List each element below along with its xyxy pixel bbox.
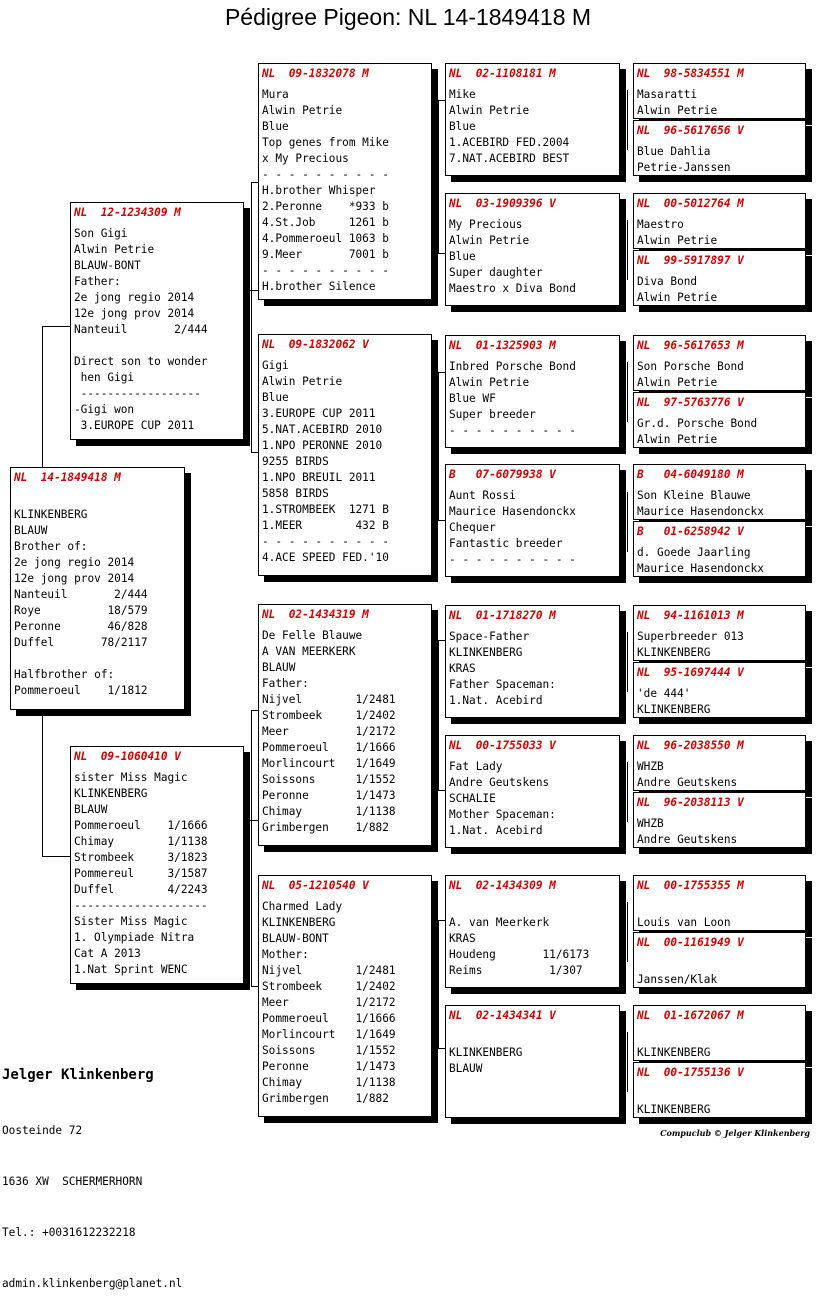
connector-line [42, 326, 43, 468]
pigeon-card-ggp-1 [633, 63, 806, 119]
pigeon-info-line: Alwin Petrie [637, 291, 718, 304]
pigeon-info-line: Mother: [262, 948, 309, 961]
pigeon-info-line: Direct son to wonder [74, 355, 208, 368]
pigeon-info-line: Maestro [637, 218, 684, 231]
ring-number: NL 03-1909396 V [449, 197, 556, 210]
pigeon-info-line: 5858 BIRDS [262, 487, 329, 500]
pigeon-info-line: Super breeder [449, 408, 536, 421]
pigeon-card-ff-father [445, 63, 620, 176]
pigeon-info-line: Grimbergen 1/882 [262, 1092, 389, 1105]
pigeon-info-line: Andre Geutskens [637, 776, 738, 789]
pigeon-info-line [637, 956, 802, 972]
pigeon-info-line: 12e jong prov 2014 [14, 572, 135, 585]
pigeon-info-line: Superbreeder 013 [637, 630, 744, 643]
connector-line [438, 253, 445, 254]
pigeon-info-line: KLINKENBERG [637, 703, 711, 716]
pigeon-card-main [10, 467, 185, 710]
ring-number: NL 00-1755033 V [449, 739, 556, 752]
pigeon-card-father-father [258, 63, 432, 300]
pigeon-info-line: 3.EUROPE CUP 2011 [262, 407, 376, 420]
connector-line [438, 372, 445, 373]
pigeon-info-line: Nanteuil 2/444 [14, 588, 148, 601]
owner-address: Oosteinde 72 [2, 1124, 83, 1137]
pigeon-info-line: Nanteuil 2/444 [74, 323, 208, 336]
ring-number: NL 94-1161013 M [637, 609, 744, 622]
connector-line [438, 640, 439, 790]
ring-number: NL 95-1697444 V [637, 666, 744, 679]
connector-line [627, 362, 628, 422]
connector-line [438, 100, 439, 253]
pigeon-info-line: Morlincourt 1/1649 [262, 1028, 396, 1041]
pigeon-info-line: Pommereul 3/1587 [74, 867, 208, 880]
connector-line [438, 920, 445, 921]
pigeon-info-line: Morlincourt 1/1649 [262, 757, 396, 770]
pigeon-card-mother [70, 746, 244, 984]
ring-number: B 07-6079938 V [449, 468, 556, 481]
pigeon-info-line: - - - - - - - - - - [262, 168, 389, 181]
pigeon-info-line: Reims 1/307 [449, 964, 583, 977]
pigeon-info-line: 5.NAT.ACEBIRD 2010 [262, 423, 383, 436]
pigeon-info-line: x My Precious [262, 152, 349, 165]
ring-number: NL 09-1832078 M [262, 67, 369, 80]
pigeon-info-line: 1. Olympiade Nitra [74, 931, 195, 944]
pigeon-info-line: Alwin Petrie [262, 375, 343, 388]
pigeon-info-line: Alwin Petrie [449, 234, 530, 247]
pigeon-info-line: Blue Dahlia [637, 145, 711, 158]
owner-name: Jelger Klinkenberg [2, 1067, 154, 1083]
pigeon-info-line: Gr.d. Porsche Bond [637, 417, 758, 430]
pigeon-card-mother-father [258, 604, 432, 846]
connector-line [627, 492, 628, 552]
ring-number: NL 97-5763776 V [637, 396, 744, 409]
pigeon-info-line: KLINKENBERG [14, 508, 88, 521]
connector-line [627, 762, 628, 822]
pigeon-info-line: KLINKENBERG [637, 646, 711, 659]
connector-line [627, 632, 628, 692]
ring-number: NL 99-5917897 V [637, 254, 744, 267]
pigeon-info-line: Father Spaceman: [449, 678, 556, 691]
pigeon-info-line: 7.NAT.ACEBIRD BEST [449, 152, 570, 165]
connector-line [627, 90, 628, 150]
pigeon-info-line: Son Gigi [74, 227, 128, 240]
ring-number: NL 02-1108181 M [449, 67, 556, 80]
pigeon-info-line: -------------------- [74, 899, 208, 912]
pigeon-info-line: Chimay 1/1138 [262, 1076, 396, 1089]
pigeon-info-line: 9.Meer 7001 b [262, 248, 389, 261]
ring-number: NL 96-5617653 M [637, 339, 744, 352]
pigeon-info-line: 4.Pommeroeul 1063 b [262, 232, 389, 245]
connector-line [438, 372, 439, 520]
pigeon-info-line: Blue WF [449, 392, 496, 405]
pigeon-info-line: Petrie-Janssen [637, 161, 731, 174]
pigeon-card-fm-mother [445, 464, 620, 577]
pigeon-card-mf-mother [445, 735, 620, 848]
pigeon-info-line: Top genes from Mike [262, 136, 389, 149]
pigeon-info-line [637, 1029, 802, 1045]
connector-line [42, 710, 43, 856]
pigeon-info-line: KLINKENBERG [74, 787, 148, 800]
pigeon-info-line: sister Miss Magic [74, 771, 188, 784]
pigeon-card-ggp-6 [633, 392, 806, 448]
pigeon-info-line: Duffel 78/2117 [14, 636, 148, 649]
ring-number: NL 02-1434341 V [449, 1009, 556, 1022]
pigeon-info-line: Grimbergen 1/882 [262, 821, 389, 834]
pigeon-info-line: Halfbrother of: [14, 668, 115, 681]
pigeon-info-line: Chimay 1/1138 [262, 805, 396, 818]
pigeon-info-line [14, 491, 181, 507]
ring-number: NL 02-1434319 M [262, 608, 369, 621]
pigeon-info-line: Son Kleine Blauwe [637, 489, 751, 502]
pigeon-info-line: Fat Lady [449, 760, 503, 773]
pigeon-card-mother-mother [258, 875, 432, 1117]
connector-line [627, 220, 628, 280]
pigeon-info-line: ------------------ [74, 387, 201, 400]
pigeon-info-line: KLINKENBERG [637, 1046, 711, 1059]
connector-line [438, 100, 445, 101]
pigeon-info-line: KRAS [449, 932, 476, 945]
pigeon-info-line: Cat A 2013 [74, 947, 141, 960]
pigeon-info-line: Pommeroeul 1/1666 [74, 819, 208, 832]
pigeon-info-line: Chequer [449, 521, 496, 534]
pigeon-info-line: Super daughter [449, 266, 543, 279]
pigeon-card-ggp-12 [633, 792, 806, 848]
pigeon-info-line: 2e jong regio 2014 [74, 291, 195, 304]
pigeon-card-ggp-7 [633, 464, 806, 520]
pigeon-info-line: BLAUW [14, 524, 48, 537]
pigeon-info-line: Alwin Petrie [637, 376, 718, 389]
pigeon-info-line: hen Gigi [74, 371, 135, 384]
pigeon-card-ff-mother [445, 193, 620, 306]
pigeon-info-line: Strombeek 1/2402 [262, 709, 396, 722]
pigeon-info-line: Pommeroeul 1/1666 [262, 1012, 396, 1025]
pigeon-info-line: 3.EUROPE CUP 2011 [74, 419, 195, 432]
owner-block [2, 1033, 182, 1309]
pigeon-info-line: 1.NPO PERONNE 2010 [262, 439, 383, 452]
connector-line [251, 452, 258, 453]
pigeon-info-line: 1.NPO BREUIL 2011 [262, 471, 376, 484]
pigeon-card-father-mother [258, 334, 432, 576]
pigeon-card-ggp-3 [633, 193, 806, 249]
pigeon-card-ggp-15 [633, 1005, 806, 1061]
ring-number: NL 98-5834551 M [637, 67, 744, 80]
pigeon-info-line: Soissons 1/1552 [262, 773, 396, 786]
pigeon-info-line: Meer 1/2172 [262, 996, 396, 1009]
pigeon-info-line: 4.ACE SPEED FED.'10 [262, 551, 389, 564]
pigeon-info-line: 1.STROMBEEK 1271 B [262, 503, 389, 516]
pigeon-info-line: KRAS [449, 662, 476, 675]
ring-number: NL 14-1849418 M [14, 471, 121, 484]
pigeon-info-line: Strombeek 3/1823 [74, 851, 208, 864]
pigeon-info-line: Alwin Petrie [449, 376, 530, 389]
pigeon-info-line: Fantastic breeder [449, 537, 563, 550]
pigeon-info-line: Space-Father [449, 630, 530, 643]
pigeon-info-line: 1.Nat. Acebird [449, 694, 543, 707]
ring-number: NL 01-1718270 M [449, 609, 556, 622]
ring-number: NL 12-1234309 M [74, 206, 181, 219]
pigeon-info-line: De Felle Blauwe [262, 629, 363, 642]
pigeon-info-line [449, 1029, 616, 1045]
pigeon-info-line: Maurice Hasendonckx [637, 562, 764, 575]
pigeon-info-line: 4.St.Job 1261 b [262, 216, 389, 229]
pigeon-info-line: 12e jong prov 2014 [74, 307, 195, 320]
owner-city: 1636 XW SCHERMERHORN [2, 1175, 143, 1188]
pigeon-info-line: Alwin Petrie [637, 104, 718, 117]
connector-line [251, 182, 258, 183]
pigeon-card-father [70, 202, 244, 440]
connector-line [627, 1032, 628, 1092]
pigeon-info-line: Inbred Porsche Bond [449, 360, 576, 373]
ring-number: NL 00-1755355 M [637, 879, 744, 892]
connector-line [42, 856, 72, 857]
pigeon-info-line: BLAUW [74, 803, 108, 816]
pigeon-info-line [637, 1086, 802, 1102]
pigeon-card-mm-mother [445, 1005, 620, 1118]
pigeon-info-line: Blue [262, 391, 289, 404]
pigeon-info-line: Peronne 1/1473 [262, 789, 396, 802]
pigeon-info-line: 1.Nat. Acebird [449, 824, 543, 837]
ring-number: NL 05-1210540 V [262, 879, 369, 892]
pigeon-info-line: A. van Meerkerk [449, 916, 550, 929]
pigeon-info-line: Masaratti [637, 88, 698, 101]
owner-phone: Tel.: +0031612232218 [2, 1226, 136, 1239]
pigeon-info-line: Blue [449, 120, 476, 133]
connector-line [627, 902, 628, 962]
connector-line [438, 790, 445, 791]
pigeon-info-line: Sister Miss Magic [74, 915, 188, 928]
connector-line [251, 710, 258, 711]
pigeon-info-line: Alwin Petrie [449, 104, 530, 117]
pigeon-info-line: Brother of: [14, 540, 88, 553]
pigeon-info-line: 1.Nat Sprint WENC [74, 963, 188, 976]
connector-line [438, 1048, 445, 1049]
pigeon-info-line: Diva Bond [637, 275, 698, 288]
pigeon-card-mf-father [445, 605, 620, 718]
pigeon-info-line: Strombeek 1/2402 [262, 980, 396, 993]
pigeon-info-line: - - - - - - - - - - [449, 553, 576, 566]
pigeon-info-line: - - - - - - - - - - [262, 264, 389, 277]
pigeon-info-line: Father: [262, 677, 309, 690]
pigeon-card-ggp-4 [633, 250, 806, 306]
pigeon-info-line: KLINKENBERG [637, 1103, 711, 1116]
pigeon-info-line: H.brother Whisper [262, 184, 376, 197]
pigeon-info-line: Son Porsche Bond [637, 360, 744, 373]
pigeon-card-ggp-9 [633, 605, 806, 661]
pigeon-info-line: 9255 BIRDS [262, 455, 329, 468]
pigeon-info-line [637, 899, 802, 915]
pigeon-card-ggp-2 [633, 120, 806, 176]
connector-line [251, 182, 252, 452]
pigeon-card-ggp-11 [633, 735, 806, 791]
connector-line [251, 710, 252, 986]
connector-line [438, 920, 439, 1048]
pigeon-info-line: Maurice Hasendonckx [449, 505, 576, 518]
pigeon-info-line: Maurice Hasendonckx [637, 505, 764, 518]
connector-line [42, 326, 72, 327]
pigeon-info-line: BLAUW-BONT [74, 259, 141, 272]
pigeon-info-line: - - - - - - - - - - [449, 424, 576, 437]
pigeon-info-line [14, 651, 181, 667]
pigeon-info-line: Mother Spaceman: [449, 808, 556, 821]
pigeon-info-line [449, 899, 616, 915]
pigeon-info-line: WHZB [637, 817, 664, 830]
pigeon-info-line: BLAUW [449, 1062, 483, 1075]
pigeon-info-line: - - - - - - - - - - [262, 535, 389, 548]
pigeon-info-line: 'de 444' [637, 687, 691, 700]
pigeon-info-line: Duffel 4/2243 [74, 883, 208, 896]
pigeon-info-line: Blue [262, 120, 289, 133]
pigeon-info-line: Mike [449, 88, 476, 101]
pigeon-info-line: KLINKENBERG [262, 916, 336, 929]
pigeon-info-line: H.brother Silence [262, 280, 376, 293]
pigeon-info-line: 1.MEER 432 B [262, 519, 389, 532]
ring-number: NL 02-1434309 M [449, 879, 556, 892]
pigeon-card-ggp-16 [633, 1062, 806, 1118]
pigeon-card-ggp-13 [633, 875, 806, 931]
pigeon-info-line: BLAUW-BONT [262, 932, 329, 945]
pigeon-info-line: Roye 18/579 [14, 604, 148, 617]
pigeon-info-line: Houdeng 11/6173 [449, 948, 590, 961]
pigeon-info-line: Father: [74, 275, 121, 288]
connector-line [251, 986, 258, 987]
pigeon-info-line: Chimay 1/1138 [74, 835, 208, 848]
pigeon-info-line: 2e jong regio 2014 [14, 556, 135, 569]
pigeon-info-line: Mura [262, 88, 289, 101]
pigeon-info-line: WHZB [637, 760, 664, 773]
pigeon-info-line: Andre Geutskens [449, 776, 550, 789]
connector-line [438, 520, 445, 521]
pigeon-card-ggp-10 [633, 662, 806, 718]
pigeon-info-line: Maestro x Diva Bond [449, 282, 576, 295]
pigeon-info-line [74, 338, 240, 354]
pigeon-info-line: Andre Geutskens [637, 833, 738, 846]
pigeon-info-line: Nijvel 1/2481 [262, 964, 396, 977]
pigeon-info-line: Gigi [262, 359, 289, 372]
pigeon-card-fm-father [445, 335, 620, 448]
pigeon-info-line: d. Goede Jaarling [637, 546, 751, 559]
page-title: Pédigree Pigeon: NL 14-1849418 M [224, 4, 592, 30]
pigeon-info-line: Alwin Petrie [74, 243, 155, 256]
pigeon-card-ggp-5 [633, 335, 806, 391]
ring-number: B 01-6258942 V [637, 525, 744, 538]
pigeon-info-line: Alwin Petrie [262, 104, 343, 117]
ring-number: NL 96-2038550 M [637, 739, 744, 752]
pigeon-info-line: Pommeroeul 1/1666 [262, 741, 396, 754]
pigeon-card-mm-father [445, 875, 620, 988]
pigeon-info-line: Aunt Rossi [449, 489, 516, 502]
pigeon-info-line: Peronne 46/828 [14, 620, 148, 633]
pigeon-info-line: Alwin Petrie [637, 234, 718, 247]
ring-number: NL 00-1755136 V [637, 1066, 744, 1079]
copyright-credit: Compuclub © Jelger Klinkenberg [660, 1128, 810, 1138]
pigeon-info-line: Nijvel 1/2481 [262, 693, 396, 706]
pigeon-info-line: Blue [449, 250, 476, 263]
pigeon-card-ggp-14 [633, 932, 806, 988]
pigeon-info-line: BLAUW [262, 661, 296, 674]
pigeon-card-ggp-8 [633, 521, 806, 577]
pigeon-info-line: Pommeroeul 1/1812 [14, 684, 148, 697]
ring-number: NL 96-2038113 V [637, 796, 744, 809]
pigeon-info-line: SCHALIE [449, 792, 496, 805]
pigeon-info-line: 1.ACEBIRD FED.2004 [449, 136, 570, 149]
ring-number: NL 09-1060410 V [74, 750, 181, 763]
ring-number: NL 01-1325903 M [449, 339, 556, 352]
ring-number: B 04-6049180 M [637, 468, 744, 481]
pigeon-info-line: My Precious [449, 218, 523, 231]
ring-number: NL 01-1672067 M [637, 1009, 744, 1022]
pigeon-info-line: Soissons 1/1552 [262, 1044, 396, 1057]
pigeon-info-line: KLINKENBERG [449, 1046, 523, 1059]
pigeon-info-line: A VAN MEERKERK [262, 645, 356, 658]
owner-email: admin.klinkenberg@planet.nl [2, 1277, 183, 1290]
ring-number: NL 09-1832062 V [262, 338, 369, 351]
pigeon-info-line: 2.Peronne *933 b [262, 200, 389, 213]
ring-number: NL 00-5012764 M [637, 197, 744, 210]
ring-number: NL 96-5617656 V [637, 124, 744, 137]
pigeon-info-line: -Gigi won [74, 403, 135, 416]
pigeon-info-line: Peronne 1/1473 [262, 1060, 396, 1073]
pigeon-info-line: Meer 1/2172 [262, 725, 396, 738]
pigeon-info-line: Louis van Loon [637, 916, 731, 929]
pigeon-info-line: Charmed Lady [262, 900, 343, 913]
pigeon-info-line: Alwin Petrie [637, 433, 718, 446]
ring-number: NL 00-1161949 V [637, 936, 744, 949]
pigeon-info-line: Janssen/Klak [637, 973, 718, 986]
pigeon-info-line: KLINKENBERG [449, 646, 523, 659]
connector-line [438, 640, 445, 641]
